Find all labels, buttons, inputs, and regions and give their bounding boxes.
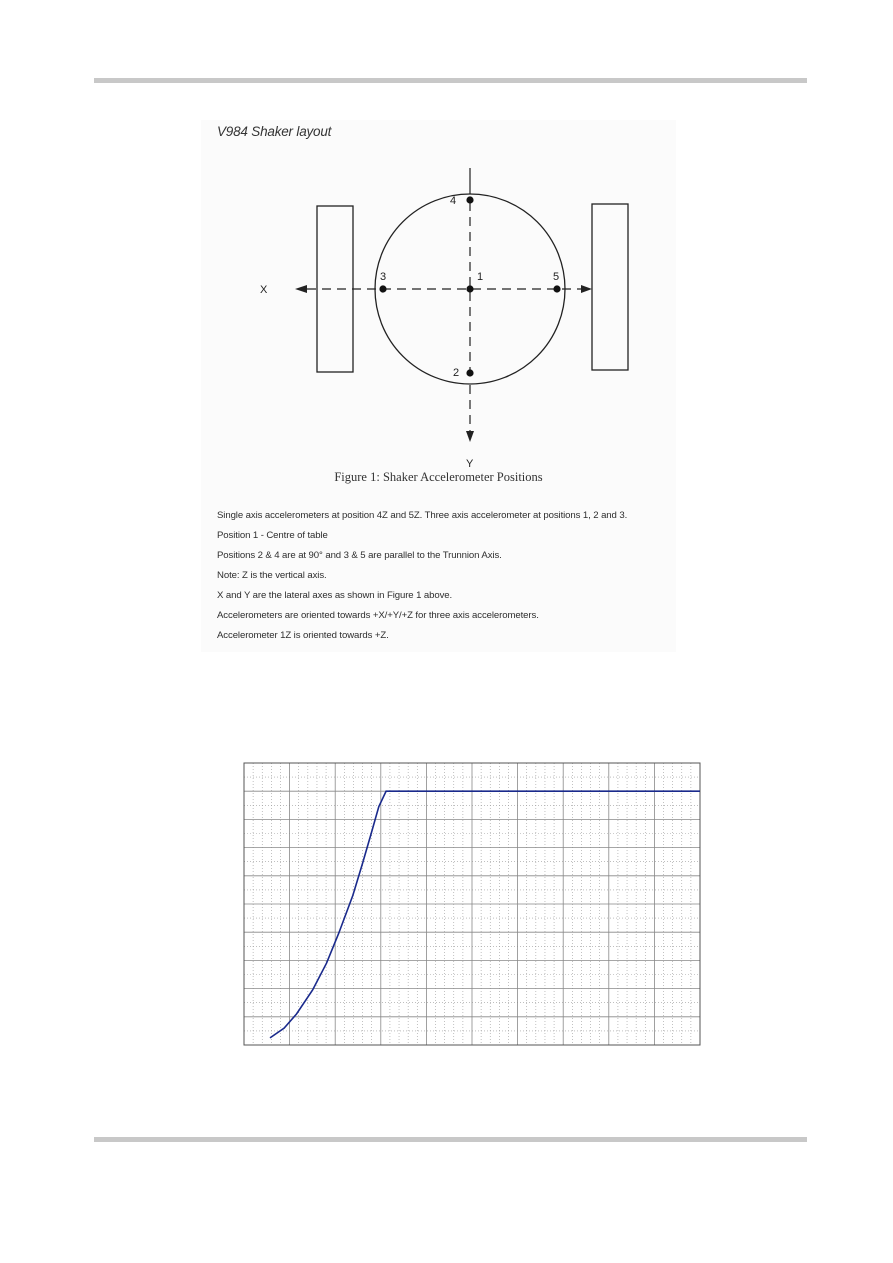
note-line: Positions 2 & 4 are at 90° and 3 & 5 are parallel to the Trunnion Axis.: [217, 550, 502, 561]
x-axis-right-arrowhead: [581, 285, 592, 293]
header-rule: [94, 78, 807, 83]
footer-rule: [94, 1137, 807, 1142]
shaker-layout-diagram: [201, 120, 676, 470]
note-line: X and Y are the lateral axes as shown in Figure 1 above.: [217, 590, 453, 601]
note-line: Accelerometers are oriented towards +X/+Y/+Z for three axis accelerometers.: [217, 610, 539, 621]
position-2-marker: [466, 369, 473, 376]
note-line: Note: Z is the vertical axis.: [217, 570, 327, 581]
x-axis-label: X: [260, 284, 268, 296]
profile-line-chart: [230, 750, 710, 1060]
figure-caption: Figure 1: Shaker Accelerometer Positions: [334, 470, 543, 484]
figure-title: V984 Shaker layout: [217, 124, 332, 139]
profile-series-line: [270, 791, 700, 1038]
position-1-marker: [466, 285, 473, 292]
y-axis-arrowhead: [466, 431, 474, 442]
right-trunnion-block: [592, 204, 628, 370]
accelerometer-notes: [217, 506, 627, 646]
note-line: Position 1 - Centre of table: [217, 530, 328, 541]
position-3-label: 3: [380, 271, 387, 283]
position-5-label: 5: [553, 271, 560, 283]
position-1-label: 1: [477, 271, 484, 283]
position-3-marker: [379, 285, 386, 292]
note-line: Single axis accelerometers at position 4Z and 5Z. Three axis accelerometer at positions 1, 2 and 3.: [217, 510, 628, 521]
position-4-label: 4: [450, 195, 457, 207]
shaker-layout-figure: [201, 120, 676, 652]
position-4-marker: [466, 196, 473, 203]
position-2-label: 2: [453, 367, 460, 379]
note-line: Accelerometer 1Z is oriented towards +Z.: [217, 630, 389, 641]
y-axis-label: Y: [466, 458, 474, 470]
x-axis-left-arrowhead: [295, 285, 307, 293]
position-5-marker: [553, 285, 560, 292]
